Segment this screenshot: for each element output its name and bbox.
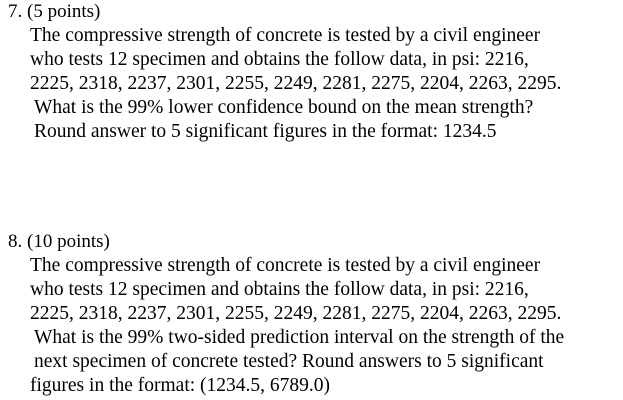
problem-7-line-5: Round answer to 5 significant figures in the format: 1234.5 <box>34 121 497 142</box>
problem-7-line-4: What is the 99% lower confidence bound on the mean strength? <box>34 97 534 118</box>
problem-8-line-3: 2225, 2318, 2237, 2301, 2255, 2249, 2281, 2275, 2204, 2263, 2295. <box>30 303 562 324</box>
problem-8-header: 8. (10 points) <box>8 231 110 252</box>
problem-8-line-5: next specimen of concrete tested? Round answers to 5 significant <box>34 351 544 372</box>
problem-8-line-4: What is the 99% two-sided prediction interval on the strength of the <box>34 327 565 348</box>
problem-7-line-1: The compressive strength of concrete is tested by a civil engineer <box>30 25 541 46</box>
problem-8-line-1: The compressive strength of concrete is tested by a civil engineer <box>30 255 541 276</box>
problem-7-line-3: 2225, 2318, 2237, 2301, 2255, 2249, 2281, 2275, 2204, 2263, 2295. <box>30 73 562 94</box>
problem-8-line-6: figures in the format: (1234.5, 6789.0) <box>30 375 331 396</box>
problem-8-line-2: who tests 12 specimen and obtains the follow data, in psi: 2216, <box>30 279 529 300</box>
problem-7-line-2: who tests 12 specimen and obtains the follow data, in psi: 2216, <box>30 49 529 70</box>
problem-7-header: 7. (5 points) <box>8 1 101 22</box>
